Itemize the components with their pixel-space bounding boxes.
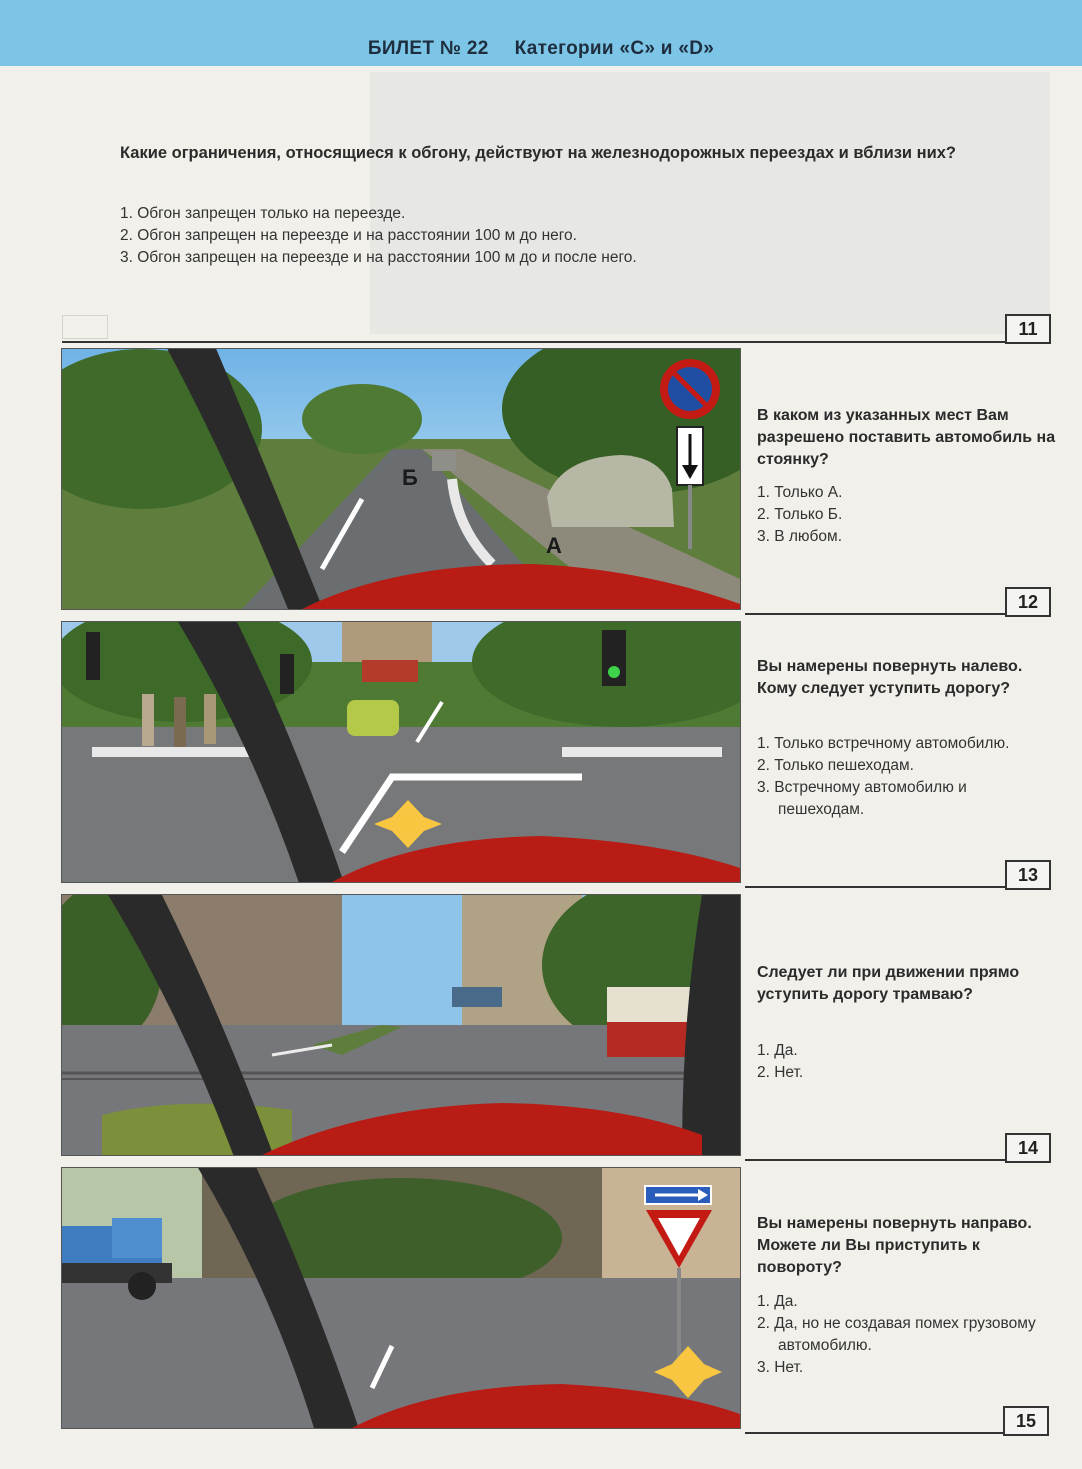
question-11-number: 11 — [1005, 314, 1051, 344]
question-12-options — [757, 482, 1057, 548]
question-14-options — [757, 1040, 1057, 1084]
ticket-number: БИЛЕТ № 22 — [367, 38, 489, 59]
question-13-options — [757, 733, 1057, 821]
sign-label-a: А — [546, 533, 562, 558]
page-header — [0, 0, 1082, 66]
question-14-title: Следует ли при движении прямо уступить дорогу трамваю? — [757, 964, 1020, 1003]
question-15-option-2[interactable]: 2. Да, но не создавая помех грузовому автомобилю. — [757, 1315, 1036, 1354]
question-11-rule — [62, 341, 1048, 343]
ticket-categories: Категории «С» и «D» — [514, 38, 715, 59]
question-12-title: В каком из указанных мест Вам разрешено поставить автомобиль на стоянку? — [757, 407, 1056, 468]
question-15-title: Вы намерены повернуть направо. Можете ли Вы приступить к повороту? — [757, 1215, 1032, 1276]
sign-label-b: Б — [402, 465, 418, 490]
question-13-number: 13 — [1005, 860, 1051, 890]
question-14-number: 14 — [1005, 1133, 1051, 1163]
question-15-option-3[interactable]: 3. Нет. — [757, 1359, 804, 1376]
question-11-title: Какие ограничения, относящиеся к обгону, действуют на железнодорожных переездах и вблизи них? — [120, 144, 957, 162]
question-12-option-3[interactable]: 3. В любом. — [757, 528, 843, 545]
question-12-option-2[interactable]: 2. Только Б. — [757, 506, 843, 523]
question-12-image — [61, 348, 741, 610]
bleed-through-box — [62, 315, 108, 339]
question-12-option-1[interactable]: 1. Только А. — [757, 484, 843, 501]
question-15-image — [61, 1167, 741, 1429]
question-11-option-2[interactable]: 2. Обгон запрещен на переезде и на расстоянии 100 м до него. — [120, 227, 577, 244]
question-15-number: 15 — [1003, 1406, 1049, 1436]
question-13-title: Вы намерены повернуть налево. Кому следует уступить дорогу? — [757, 658, 1023, 697]
question-11-option-1[interactable]: 1. Обгон запрещен только на переезде. — [120, 205, 406, 222]
question-13-rule — [745, 886, 1048, 888]
question-14-option-2[interactable]: 2. Нет. — [757, 1064, 804, 1081]
question-13-option-2[interactable]: 2. Только пешеходам. — [757, 757, 914, 774]
question-11-option-3[interactable]: 3. Обгон запрещен на переезде и на расстоянии 100 м до и после него. — [120, 249, 637, 266]
question-13-image — [61, 621, 741, 883]
question-13-option-3[interactable]: 3. Встречному автомобилю и пешеходам. — [757, 779, 967, 818]
question-14-option-1[interactable]: 1. Да. — [757, 1042, 798, 1059]
question-13-option-1[interactable]: 1. Только встречному автомобилю. — [757, 735, 1010, 752]
question-12-rule — [745, 613, 1048, 615]
header-title — [0, 38, 1082, 60]
question-11-options — [120, 203, 637, 269]
question-14-image — [61, 894, 741, 1156]
question-15-option-1[interactable]: 1. Да. — [757, 1293, 798, 1310]
question-15-options — [757, 1291, 1057, 1379]
question-14-rule — [745, 1159, 1048, 1161]
question-12-number: 12 — [1005, 587, 1051, 617]
